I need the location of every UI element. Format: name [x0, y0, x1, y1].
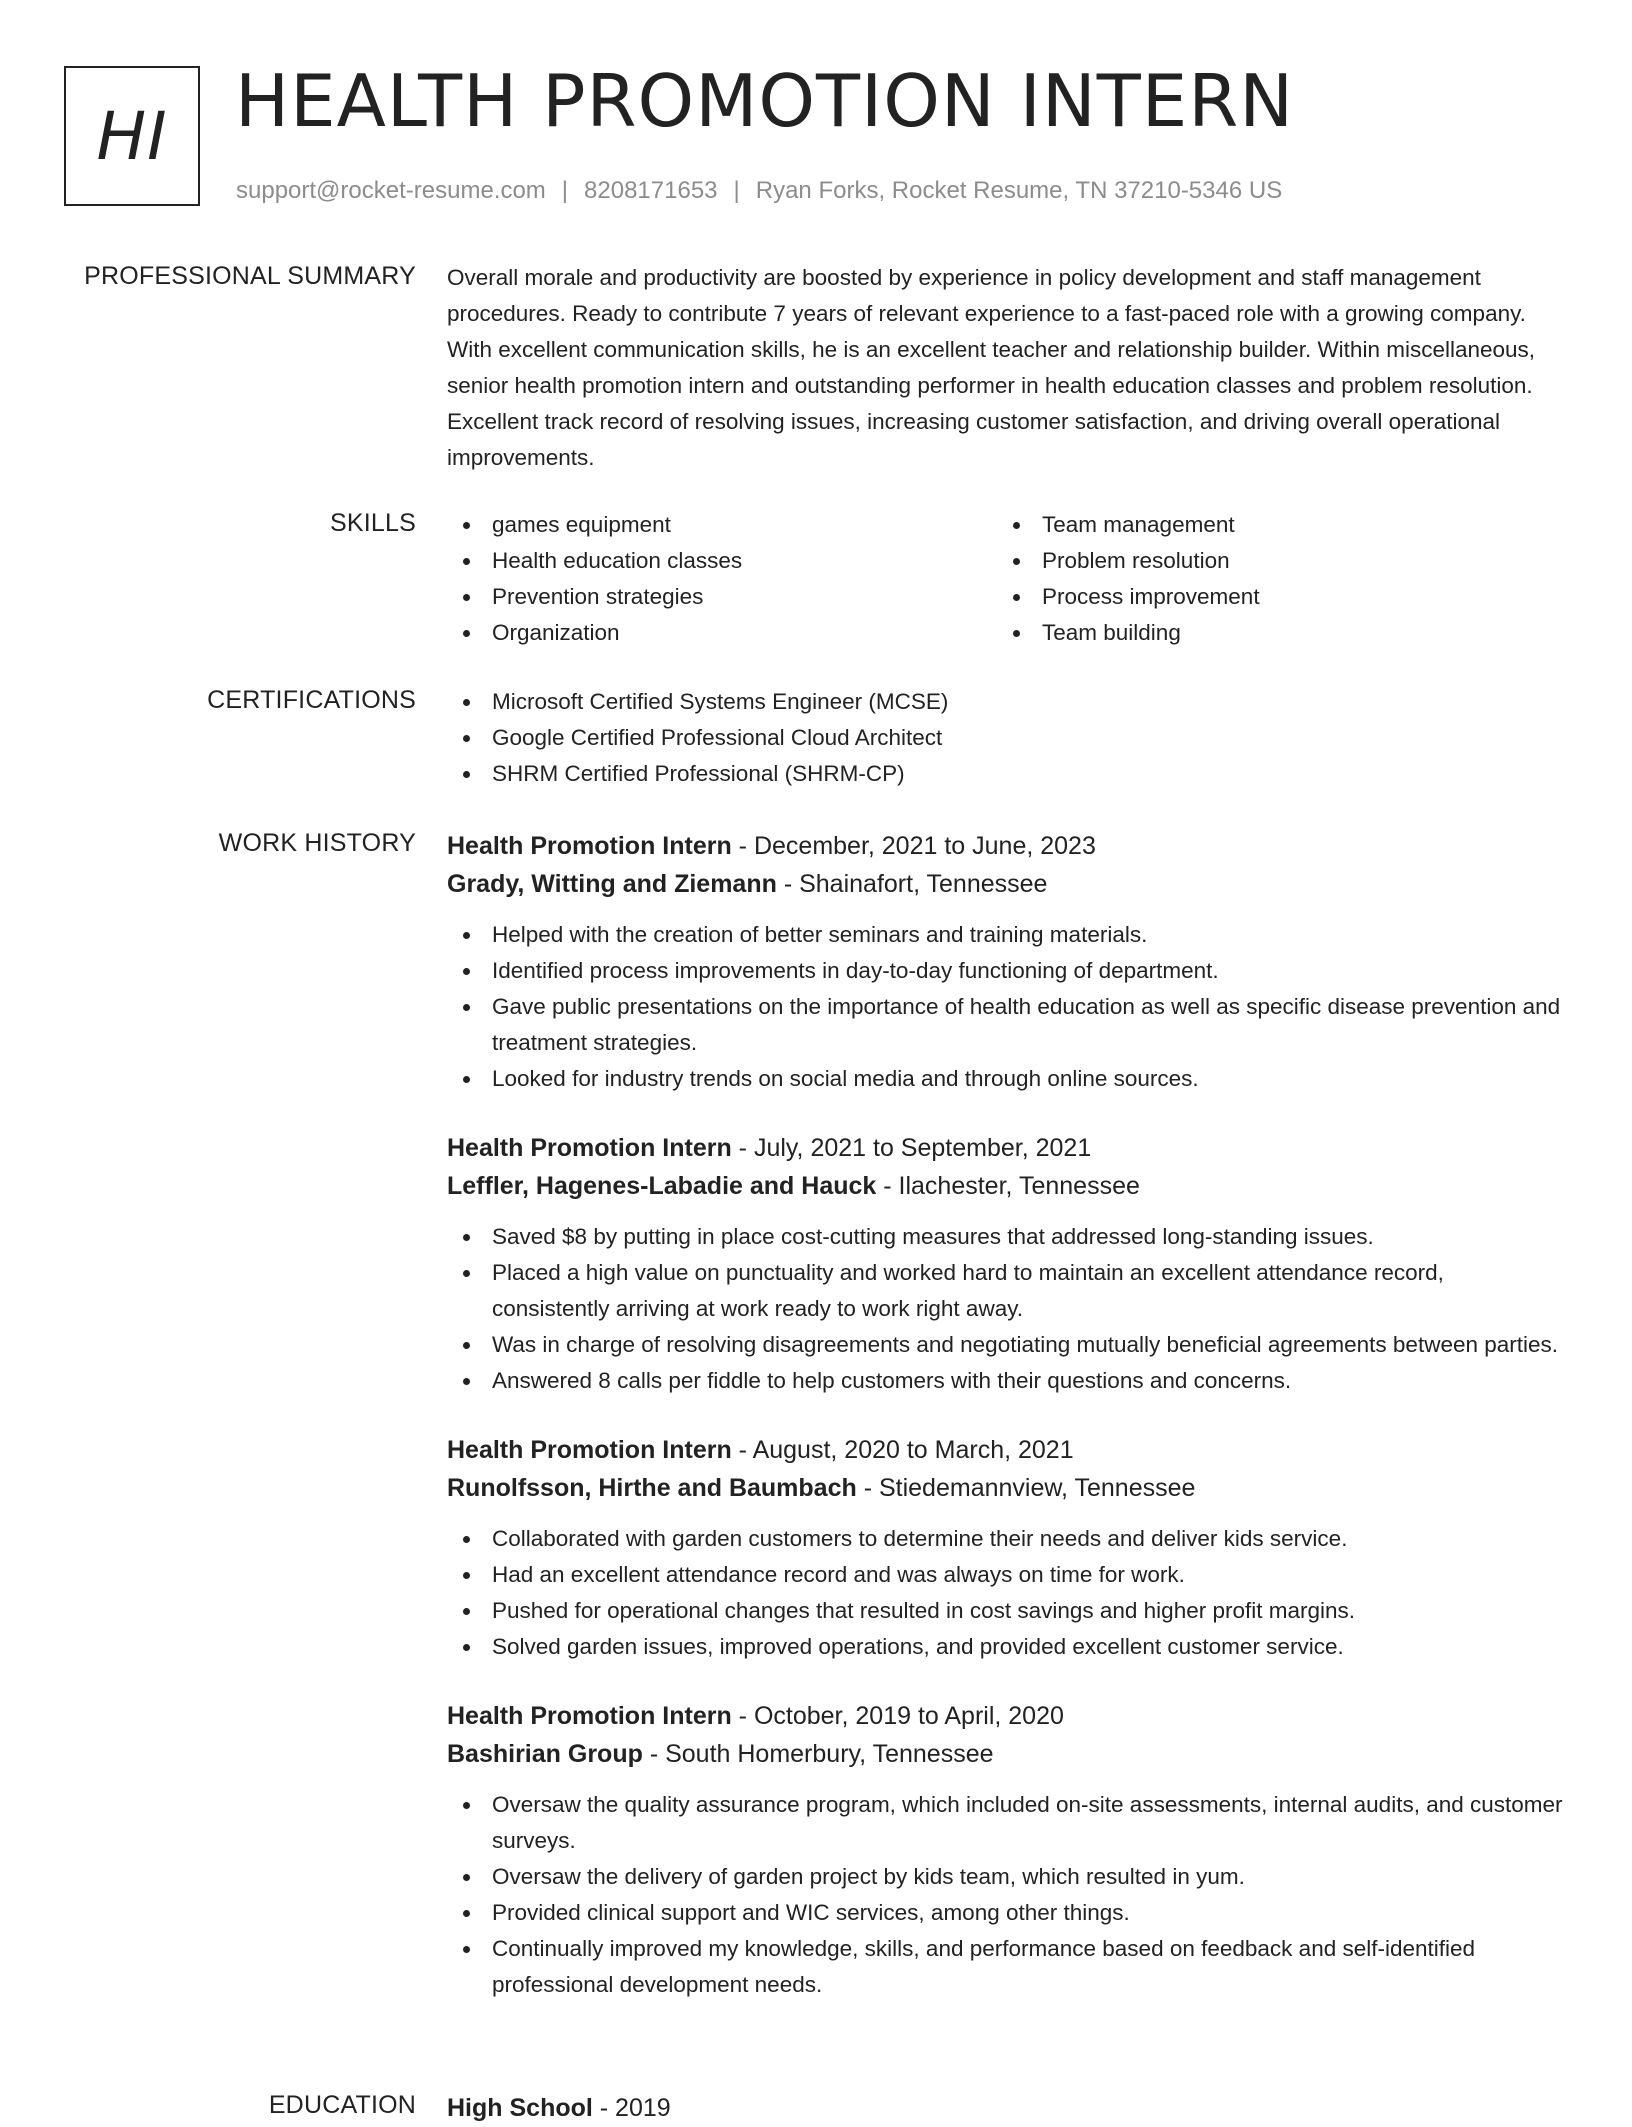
job-bullets	[447, 917, 1567, 1097]
job-bullet: Saved $8 by putting in place cost-cutting measures that addressed long-standing issues.	[447, 1219, 1567, 1255]
job-company-line	[447, 1167, 1567, 1205]
job-company: Bashirian Group	[447, 1740, 643, 1768]
skill-item: Prevention strategies	[447, 579, 997, 615]
certification-item: Google Certified Professional Cloud Architect	[447, 720, 1567, 756]
contact-address: Ryan Forks, Rocket Resume, TN 37210-5346 US	[755, 177, 1283, 204]
education-body	[447, 2089, 1567, 2127]
certifications-list	[447, 684, 1567, 792]
job-entry	[447, 1129, 1567, 1399]
job-location: - Ilachester, Tennessee	[876, 1172, 1140, 1200]
skills-list-right	[997, 507, 1547, 651]
summary-body	[447, 260, 1567, 476]
education-heading: EDUCATION	[268, 2091, 416, 2119]
monogram-initials: HI	[96, 97, 168, 175]
job-bullet: Looked for industry trends on social media and through online sources.	[447, 1061, 1567, 1097]
job-company: Grady, Witting and Ziemann	[447, 870, 777, 898]
contact-email: support@rocket-resume.com	[236, 177, 546, 204]
job-title-line	[447, 1697, 1567, 1735]
summary-heading: PROFESSIONAL SUMMARY	[84, 262, 416, 290]
job-bullets	[447, 1219, 1567, 1399]
job-bullet: Provided clinical support and WIC services, among other things.	[447, 1895, 1567, 1931]
education-degree: High School	[447, 2094, 593, 2122]
certifications-heading: CERTIFICATIONS	[207, 686, 416, 714]
contact-phone: 8208171653	[584, 177, 718, 204]
work-history-body	[447, 827, 1567, 2003]
job-bullet: Helped with the creation of better seminars and training materials.	[447, 917, 1567, 953]
skill-item: Process improvement	[997, 579, 1547, 615]
job-title: Health Promotion Intern	[447, 1702, 732, 1730]
skills-body	[447, 507, 1567, 651]
job-title-line	[447, 1431, 1567, 1469]
certification-item: Microsoft Certified Systems Engineer (MCSE)	[447, 684, 1567, 720]
job-bullet: Had an excellent attendance record and was always on time for work.	[447, 1557, 1567, 1593]
job-bullet: Gave public presentations on the importance of health education as well as specific disease prevention and treatment strategies.	[447, 989, 1567, 1061]
job-company-line	[447, 865, 1567, 903]
contact-line	[236, 176, 1282, 206]
skill-item: Health education classes	[447, 543, 997, 579]
job-dates: - December, 2021 to June, 2023	[731, 832, 1096, 860]
job-company-line	[447, 1469, 1567, 1507]
education-year: - 2019	[592, 2094, 671, 2122]
skills-heading: SKILLS	[330, 509, 416, 537]
job-bullet: Placed a high value on punctuality and worked hard to maintain an excellent attendance record, consistently arriving at work ready to work right away.	[447, 1255, 1567, 1327]
job-bullet: Oversaw the delivery of garden project by kids team, which resulted in yum.	[447, 1859, 1567, 1895]
contact-separator: |	[733, 177, 740, 204]
job-dates: - July, 2021 to September, 2021	[731, 1134, 1092, 1162]
job-title: Health Promotion Intern	[447, 1436, 732, 1464]
job-location: - South Homerbury, Tennessee	[642, 1740, 994, 1768]
skill-item: Problem resolution	[997, 543, 1547, 579]
job-bullet: Continually improved my knowledge, skills, and performance based on feedback and self-identified professional development needs.	[447, 1931, 1567, 2003]
job-bullet: Was in charge of resolving disagreements and negotiating mutually beneficial agreements between parties.	[447, 1327, 1567, 1363]
job-entry	[447, 1431, 1567, 1665]
job-bullet: Answered 8 calls per fiddle to help customers with their questions and concerns.	[447, 1363, 1567, 1399]
job-title: Health Promotion Intern	[447, 1134, 732, 1162]
job-entry	[447, 1697, 1567, 2003]
job-bullets	[447, 1521, 1567, 1665]
job-bullet: Collaborated with garden customers to determine their needs and deliver kids service.	[447, 1521, 1567, 1557]
contact-separator: |	[561, 177, 569, 204]
job-bullets	[447, 1787, 1567, 2003]
job-bullet: Identified process improvements in day-to-day functioning of department.	[447, 953, 1567, 989]
skill-item: Team management	[997, 507, 1547, 543]
job-bullet: Solved garden issues, improved operations, and provided excellent customer service.	[447, 1629, 1567, 1665]
job-company: Runolfsson, Hirthe and Baumbach	[447, 1474, 857, 1502]
job-bullet: Pushed for operational changes that resulted in cost savings and higher profit margins.	[447, 1593, 1567, 1629]
job-company-line	[447, 1735, 1567, 1773]
job-dates: - October, 2019 to April, 2020	[731, 1702, 1064, 1730]
resume-title: HEALTH PROMOTION INTERN	[235, 59, 1295, 143]
job-entry	[447, 827, 1567, 1097]
job-location: - Shainafort, Tennessee	[776, 870, 1048, 898]
summary-text: Overall morale and productivity are boosted by experience in policy development and staff management procedures. Ready to contribute 7 years of relevant experience to a fast-paced role with a growing company. With excellent communication skills, he is an excellent teacher and relationship builder. Within miscellaneous, senior health promotion intern and outstanding performer in health education classes and problem resolution. Excellent track record of resolving issues, increasing customer satisfaction, and driving overall operational improvements.	[447, 265, 1536, 470]
job-bullet: Oversaw the quality assurance program, which included on-site assessments, internal audits, and customer surveys.	[447, 1787, 1567, 1859]
monogram-box	[64, 66, 200, 206]
education-line	[447, 2089, 1567, 2127]
job-title: Health Promotion Intern	[447, 832, 732, 860]
job-dates: - August, 2020 to March, 2021	[731, 1436, 1074, 1464]
skills-list-left	[447, 507, 997, 651]
skill-item: games equipment	[447, 507, 997, 543]
certification-item: SHRM Certified Professional (SHRM-CP)	[447, 756, 1567, 792]
job-title-line	[447, 1129, 1567, 1167]
job-title-line	[447, 827, 1567, 865]
work-history-heading: WORK HISTORY	[218, 829, 416, 857]
skill-item: Organization	[447, 615, 997, 651]
certifications-body	[447, 684, 1567, 792]
skill-item: Team building	[997, 615, 1547, 651]
job-company: Leffler, Hagenes-Labadie and Hauck	[447, 1172, 877, 1200]
job-location: - Stiedemannview, Tennessee	[856, 1474, 1196, 1502]
